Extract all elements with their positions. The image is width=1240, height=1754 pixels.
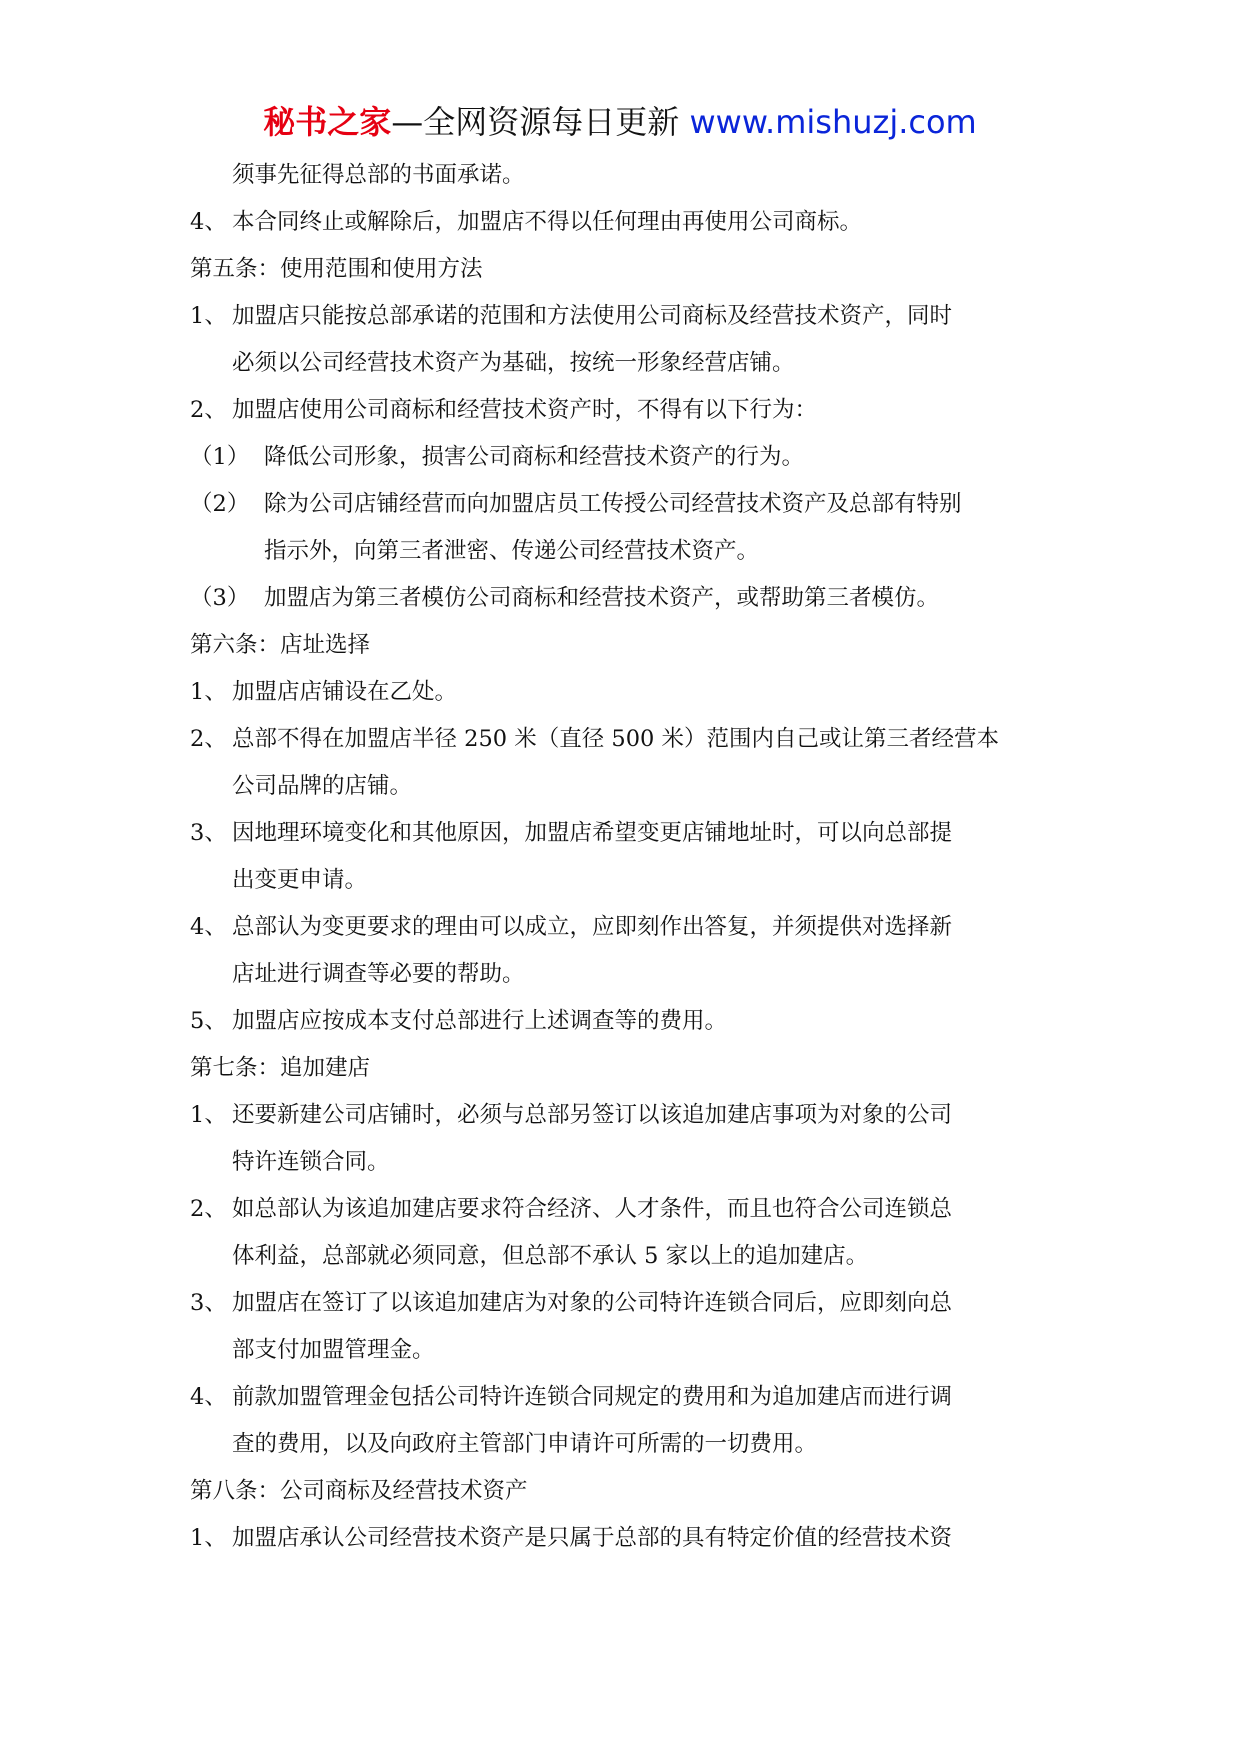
list-item-text: 前款加盟管理金包括公司特许连锁合同规定的费用和为追加建店而进行调 — [232, 1384, 953, 1410]
list-item — [190, 1374, 1060, 1421]
section-heading — [190, 1468, 1060, 1515]
list-item-number: 2、 — [190, 397, 227, 423]
continuation-line — [190, 763, 1060, 810]
header-tagline: —全网资源每日更新 — [391, 103, 680, 141]
page-header — [0, 100, 1240, 144]
continuation-text: 必须以公司经营技术资产为基础，按统一形象经营店铺。 — [232, 350, 795, 376]
section-heading-text: 第五条：使用范围和使用方法 — [190, 256, 483, 282]
continuation-text: 出变更申请。 — [232, 867, 368, 893]
list-item-number: 1、 — [190, 1525, 227, 1551]
header-brand: 秘书之家 — [263, 103, 392, 141]
list-item-text: 如总部认为该追加建店要求符合经济、人才条件，而且也符合公司连锁总 — [232, 1196, 953, 1222]
continuation-line — [190, 1327, 1060, 1374]
list-item — [190, 387, 1060, 434]
list-item-text: 加盟店店铺设在乙处。 — [232, 679, 458, 705]
list-item-text: 加盟店使用公司商标和经营技术资产时，不得有以下行为： — [232, 397, 818, 423]
list-item — [190, 810, 1060, 857]
list-item-text: 加盟店应按成本支付总部进行上述调查等的费用。 — [232, 1008, 728, 1034]
list-item — [190, 716, 1060, 763]
section-heading — [190, 622, 1060, 669]
section-heading-text: 第六条：店址选择 — [190, 632, 371, 658]
list-item — [190, 199, 1060, 246]
list-item — [190, 1092, 1060, 1139]
list-item-text: 加盟店承认公司经营技术资产是只属于总部的具有特定价值的经营技术资 — [232, 1525, 953, 1551]
continuation-text: 部支付加盟管理金。 — [232, 1337, 435, 1363]
header-url-link[interactable]: www.mishuzj.com — [689, 103, 977, 141]
section-heading — [190, 1045, 1060, 1092]
list-item-text: 总部不得在加盟店半径 250 米（直径 500 米）范围内自己或让第三者经营本 — [232, 726, 1000, 752]
list-item — [190, 1186, 1060, 1233]
continuation-line — [190, 1139, 1060, 1186]
list-item-number: 3、 — [190, 820, 227, 846]
list-item-number: 3、 — [190, 1290, 227, 1316]
list-item — [190, 1280, 1060, 1327]
sub-item-number: （2） — [190, 491, 250, 517]
list-item-number: 4、 — [190, 914, 227, 940]
continuation-text: 特许连锁合同。 — [232, 1149, 390, 1175]
list-item-number: 4、 — [190, 1384, 227, 1410]
list-item-number: 1、 — [190, 679, 227, 705]
list-item-number: 1、 — [190, 1102, 227, 1128]
list-item — [190, 904, 1060, 951]
continuation-text: 店址进行调查等必要的帮助。 — [232, 961, 525, 987]
list-item-number: 2、 — [190, 1196, 227, 1222]
document-body — [190, 152, 1060, 1562]
continuation-text: 指示外，向第三者泄密、传递公司经营技术资产。 — [264, 538, 760, 564]
continuation-line — [190, 528, 1060, 575]
list-item-text: 因地理环境变化和其他原因，加盟店希望变更店铺地址时，可以向总部提 — [232, 820, 953, 846]
continuation-line — [190, 340, 1060, 387]
sub-item — [190, 575, 1060, 622]
continuation-line — [190, 857, 1060, 904]
list-item — [190, 293, 1060, 340]
continuation-text: 须事先征得总部的书面承诺。 — [232, 162, 525, 188]
list-item-text: 加盟店在签订了以该追加建店为对象的公司特许连锁合同后，应即刻向总 — [232, 1290, 953, 1316]
list-item-text: 还要新建公司店铺时，必须与总部另签订以该追加建店事项为对象的公司 — [232, 1102, 953, 1128]
sub-item — [190, 434, 1060, 481]
continuation-line — [190, 152, 1060, 199]
continuation-line — [190, 951, 1060, 998]
continuation-line — [190, 1233, 1060, 1280]
list-item-text: 加盟店只能按总部承诺的范围和方法使用公司商标及经营技术资产，同时 — [232, 303, 953, 329]
list-item-text: 本合同终止或解除后，加盟店不得以任何理由再使用公司商标。 — [232, 209, 863, 235]
section-heading-text: 第七条：追加建店 — [190, 1055, 371, 1081]
list-item — [190, 998, 1060, 1045]
continuation-text: 公司品牌的店铺。 — [232, 773, 413, 799]
continuation-line — [190, 1421, 1060, 1468]
list-item-number: 2、 — [190, 726, 227, 752]
section-heading-text: 第八条：公司商标及经营技术资产 — [190, 1478, 528, 1504]
sub-item-number: （1） — [190, 444, 250, 470]
sub-item-text: 除为公司店铺经营而向加盟店员工传授公司经营技术资产及总部有特别 — [264, 491, 962, 517]
section-heading — [190, 246, 1060, 293]
sub-item-number: （3） — [190, 585, 250, 611]
sub-item-text: 降低公司形象，损害公司商标和经营技术资产的行为。 — [264, 444, 805, 470]
list-item-number: 4、 — [190, 209, 227, 235]
list-item — [190, 669, 1060, 716]
sub-item — [190, 481, 1060, 528]
continuation-text: 体利益，总部就必须同意，但总部不承认 5 家以上的追加建店。 — [232, 1243, 869, 1269]
list-item — [190, 1515, 1060, 1562]
continuation-text: 查的费用，以及向政府主管部门申请许可所需的一切费用。 — [232, 1431, 818, 1457]
list-item-text: 总部认为变更要求的理由可以成立，应即刻作出答复，并须提供对选择新 — [232, 914, 953, 940]
sub-item-text: 加盟店为第三者模仿公司商标和经营技术资产，或帮助第三者模仿。 — [264, 585, 940, 611]
list-item-number: 5、 — [190, 1008, 227, 1034]
list-item-number: 1、 — [190, 303, 227, 329]
